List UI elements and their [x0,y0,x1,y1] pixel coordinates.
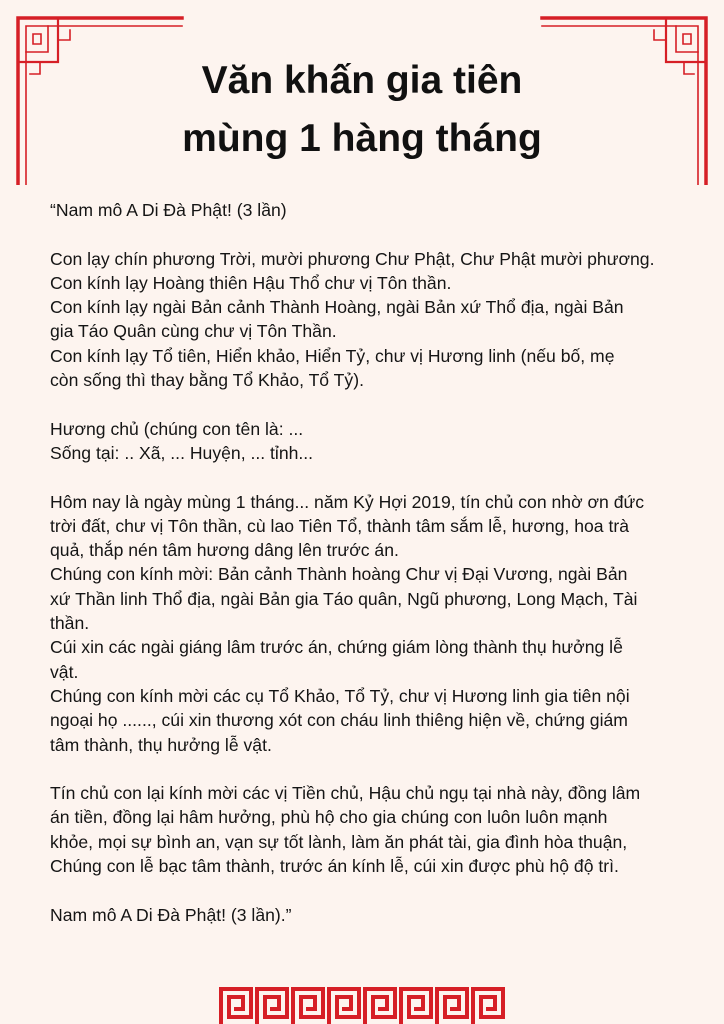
text-line: Chúng con kính mời: Bản cảnh Thành hoàng Chư vị Đại Vương, ngài Bản [50,564,628,585]
page-title [0,52,724,168]
text-line: ngoại họ ......, cúi xin thương xót con cháu linh thiêng hiện về, chứng giám [50,710,628,731]
prayer-text [50,198,690,927]
text-line: Chúng con lễ bạc tâm thành, trước án kính lễ, cúi xin được phù hộ độ trì. [50,856,619,877]
text-line: Hôm nay là ngày mùng 1 tháng... năm Kỷ Hợi 2019, tín chủ con nhờ ơn đức [50,491,645,512]
text-line: trời đất, chư vị Tôn thần, cù lao Tiên Tổ, thành tâm sắm lễ, hương, hoa trà [50,515,629,536]
text-line: vật. [50,661,79,682]
text-line: Cúi xin các ngài giáng lâm trước án, chứng giám lòng thành thụ hưởng lễ [50,637,623,658]
text-line: Con kính lạy ngài Bản cảnh Thành Hoàng, ngài Bản xứ Thổ địa, ngài Bản [50,297,624,318]
title-line-1: Văn khấn gia tiên [201,59,523,102]
text-line: khỏe, mọi sự bình an, vạn sự tốt lành, làm ăn phát tài, gia đình hòa thuận, [50,831,628,852]
text-line: Con lạy chín phương Trời, mười phương Chư Phật, Chư Phật mười phương. [50,248,655,269]
text-line: án tiền, đồng lại hâm hưởng, phù hộ cho gia chúng con luôn luôn mạnh [50,807,608,828]
text-line: Con kính lạy Tổ tiên, Hiển khảo, Hiển Tỷ, chư vị Hương linh (nếu bố, mẹ [50,345,615,366]
bottom-border-ornament [218,986,508,1024]
text-line: Nam mô A Di Đà Phật! (3 lần).” [50,904,292,925]
text-line: xứ Thần linh Thổ địa, ngài Bản gia Táo quân, Ngũ phương, Long Mạch, Tài [50,588,638,609]
text-line: thần. [50,613,90,634]
text-line: Con kính lạy Hoàng thiên Hậu Thổ chư vị Tôn thần. [50,272,452,293]
text-line: quả, thắp nén tâm hương dâng lên trước án. [50,540,399,561]
text-line: còn sống thì thay bằng Tổ Khảo, Tổ Tỷ). [50,370,364,391]
text-line: Hương chủ (chúng con tên là: ... [50,418,304,439]
text-line: Chúng con kính mời các cụ Tổ Khảo, Tổ Tỷ, chư vị Hương linh gia tiên nội [50,685,630,706]
text-line: gia Táo Quân cùng chư vị Tôn Thần. [50,321,337,342]
title-line-2: mùng 1 hàng tháng [182,117,542,160]
text-line: Tín chủ con lại kính mời các vị Tiền chủ, Hậu chủ ngụ tại nhà này, đồng lâm [50,783,641,804]
text-line: tâm thành, thụ hưởng lễ vật. [50,734,272,755]
text-line: “Nam mô A Di Đà Phật! (3 lần) [50,200,287,220]
text-line: Sống tại: .. Xã, ... Huyện, ... tỉnh... [50,442,314,463]
